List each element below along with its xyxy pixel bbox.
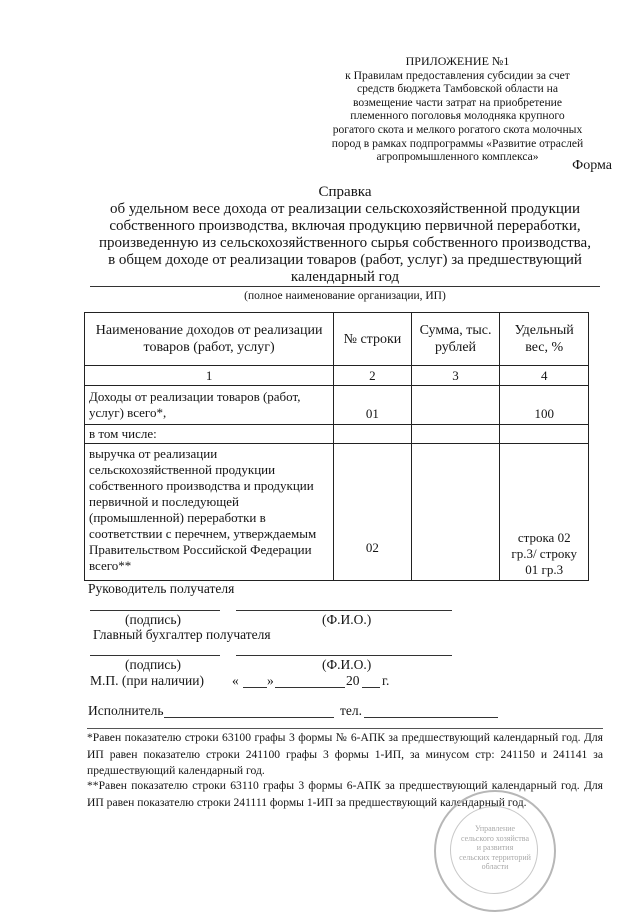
footnote-2: **Равен показателю строки 63110 графы 3 формы 6-АПК за предшествующий календарный год. Для ИП равен показателю строки 241111 формы 1-ИП за предшествующий календарный год. (87, 779, 603, 809)
phone-field[interactable] (364, 717, 498, 718)
empty-cell (411, 425, 500, 444)
title-line: календарный год (290, 269, 400, 285)
executor-label: Исполнитель (88, 703, 164, 718)
date-year-prefix: 20 (346, 673, 360, 688)
title-line: в общем доходе от реализации товаров (работ, услуг) за предшествующий (108, 252, 582, 268)
seal-text (436, 824, 554, 872)
table-row (85, 425, 589, 444)
appendix-line: средств бюджета Тамбовской области на (356, 82, 559, 96)
appendix-line: агропромышленного комплекса» (376, 150, 539, 164)
row2-share: строка 02 гр.3/ строку 01 гр.3 (500, 444, 589, 581)
title-line: об удельном весе дохода от реализации сельскохозяйственной продукции (110, 201, 580, 217)
signature-caption: (подпись) (125, 612, 182, 627)
seal-line: области (481, 862, 509, 871)
official-seal (434, 790, 556, 912)
header-row-no: № строки (334, 313, 411, 366)
row2-name: выручка от реализации сельскохозяйственной продукции собственного производства и продукции первичной и последующей (промышленной) переработки в соответствии с перечнем, утверждаемым Правительством Российской Федерации всего** (85, 444, 334, 581)
col-number: 2 (334, 366, 411, 386)
col-number: 1 (85, 366, 334, 386)
date-year-suffix: г. (382, 673, 390, 688)
date-day-field[interactable] (243, 687, 267, 688)
seal-line: и развития (476, 843, 514, 852)
appendix-number: ПРИЛОЖЕНИЕ №1 (405, 54, 510, 68)
column-numbers-row (85, 366, 589, 386)
col-number: 4 (500, 366, 589, 386)
date-year-field[interactable] (362, 687, 380, 688)
document-title (80, 184, 610, 286)
seal-line: сельских территорий (459, 852, 531, 862)
title-word: Справка (318, 184, 372, 200)
table-row (85, 444, 589, 581)
head-fio-field[interactable] (236, 610, 452, 611)
accountant-signature-field[interactable] (90, 655, 220, 656)
signature-caption: (подпись) (125, 657, 182, 672)
title-line: собственного производства, включая продукцию первичной переработки, (109, 218, 581, 234)
organization-name-field[interactable] (90, 286, 600, 287)
row1-name: Доходы от реализации товаров (работ, услуг) всего*, (85, 386, 334, 425)
appendix-line: возмещение части затрат на приобретение (352, 95, 562, 109)
organization-caption: (полное наименование организации, ИП) (244, 290, 446, 302)
title-line: произведенную из сельскохозяйственного сырья собственного производства, (99, 235, 591, 251)
appendix-line: племенного поголовья молодняка крупного (350, 109, 565, 123)
seal-line: сельского хозяйства (460, 833, 530, 843)
appendix-line: к Правилам предоставления субсидии за счет (345, 68, 570, 82)
empty-cell (334, 425, 411, 444)
date-close-quote: » (267, 673, 274, 688)
header-sum: Сумма, тыс. рублей (411, 313, 500, 366)
fio-caption: (Ф.И.О.) (322, 612, 372, 627)
footnote-divider (87, 728, 603, 729)
col-number: 3 (411, 366, 500, 386)
footnote-1: *Равен показателю строки 63100 графы 3 формы № 6-АПК за предшествующий календарный год. Для ИП равен показателю строки 241100 графы 3 формы 1-ИП, за минусом стр: 241150 и 241141 за предшествующий календарный год. (87, 731, 603, 777)
table-header-row (85, 313, 589, 366)
appendix-line: рогатого скота и мелкого рогатого скота молочных (332, 122, 583, 136)
seal-line: Управление (474, 824, 516, 833)
form-label: Форма (572, 158, 612, 173)
row1-share: 100 (500, 386, 589, 425)
head-label: Руководитель получателя (88, 581, 235, 596)
phone-label: тел. (340, 703, 363, 718)
table-row (85, 386, 589, 425)
fio-caption: (Ф.И.О.) (322, 657, 372, 672)
header-share: Удельный вес, % (500, 313, 589, 366)
accountant-fio-field[interactable] (236, 655, 452, 656)
stamp-place-label: М.П. (при наличии) (90, 673, 204, 688)
including-label: в том числе: (85, 425, 334, 444)
row1-sum-input[interactable] (411, 386, 500, 425)
empty-cell (500, 425, 589, 444)
row2-row-no: 02 (334, 444, 411, 581)
date-month-field[interactable] (275, 687, 345, 688)
executor-field[interactable] (164, 717, 334, 718)
row2-sum-input[interactable] (411, 444, 500, 581)
header-name: Наименование доходов от реализации товаров (работ, услуг) (85, 313, 334, 366)
head-signature-field[interactable] (90, 610, 220, 611)
appendix-line: пород в рамках подпрограммы «Развитие отраслей (331, 136, 584, 150)
chief-accountant-label: Главный бухгалтер получателя (93, 627, 271, 642)
income-table (84, 312, 589, 581)
date-open-quote: « (232, 673, 239, 688)
row1-row-no: 01 (334, 386, 411, 425)
appendix-header (300, 55, 615, 164)
